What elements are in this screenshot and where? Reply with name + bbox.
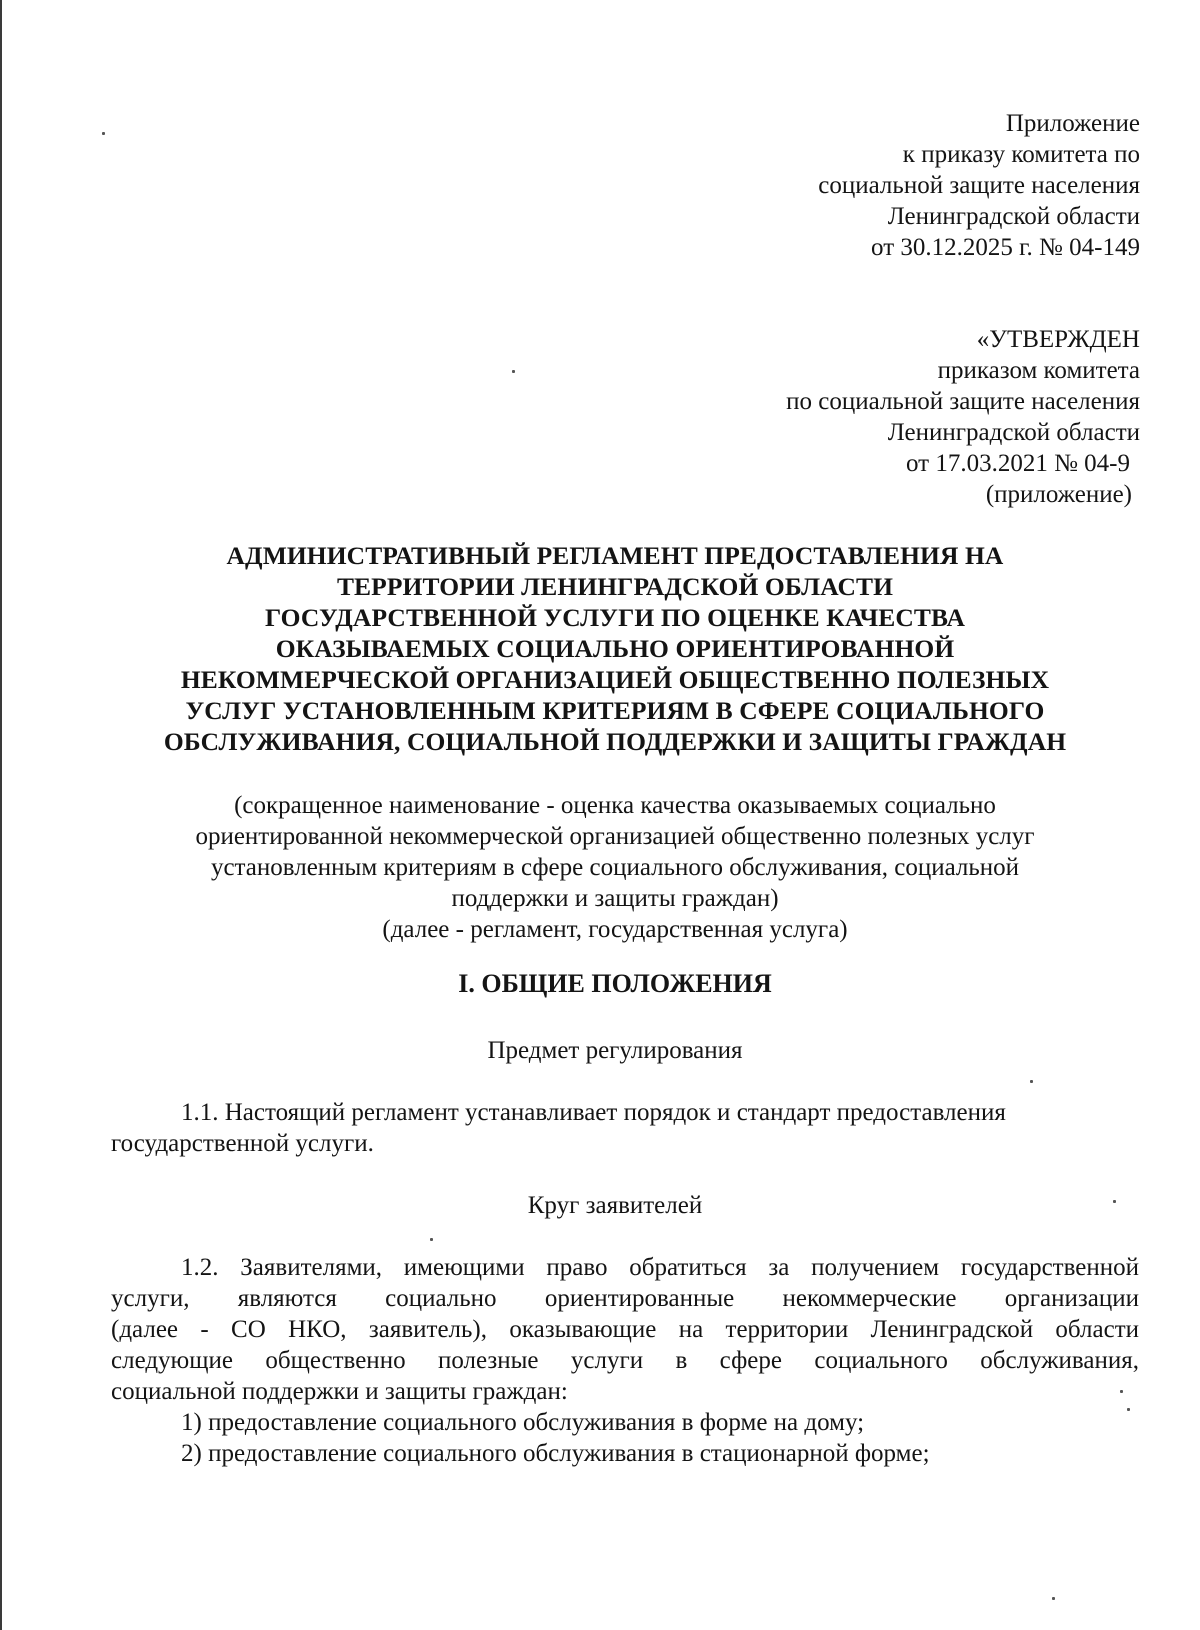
- title-line: УСЛУГ УСТАНОВЛЕННЫМ КРИТЕРИЯМ В СФЕРЕ СОЦИАЛЬНОГО: [185, 696, 1045, 725]
- scan-speck: [1120, 1390, 1123, 1393]
- appendix-block: [818, 108, 1140, 263]
- title-line: АДМИНИСТРАТИВНЫЙ РЕГЛАМЕНТ ПРЕДОСТАВЛЕНИЯ НА: [226, 541, 1004, 570]
- approval-line: по социальной защите населения: [786, 388, 1140, 415]
- scan-speck: [1030, 1080, 1033, 1083]
- paragraph-line: 1.2. Заявителями, имеющими право обратиться за получением государственной: [181, 1254, 1139, 1281]
- appendix-line: от 30.12.2025 г. № 04-149: [871, 234, 1140, 261]
- short-name-line: (сокращенное наименование - оценка качества оказываемых социально: [234, 792, 996, 819]
- appendix-line: к приказу комитета по: [902, 141, 1140, 168]
- paragraph-line: услуги, являются социально ориентированные некоммерческие организации: [111, 1285, 1139, 1312]
- appendix-line: Приложение: [1005, 110, 1140, 137]
- appendix-line: социальной защите населения: [818, 172, 1140, 199]
- list-item: 2) предоставление социального обслуживания в стационарной форме;: [181, 1440, 930, 1467]
- scan-speck: [430, 1238, 433, 1241]
- paragraph-line: (далее - СО НКО, заявитель), оказывающие на территории Ленинградской области: [111, 1316, 1139, 1343]
- paragraph-line: социальной поддержки и защиты граждан:: [111, 1378, 568, 1405]
- approval-line: «УТВЕРЖДЕН: [976, 326, 1140, 353]
- scan-speck: [512, 370, 515, 373]
- approval-block: [786, 324, 1140, 510]
- scan-speck: [1113, 1200, 1116, 1203]
- subheading-regulation-subject: Предмет регулирования: [487, 1037, 743, 1064]
- paragraph-line: следующие общественно полезные услуги в сфере социального обслуживания,: [111, 1347, 1139, 1374]
- short-name-line: поддержки и защиты граждан): [451, 885, 779, 912]
- title-line: ТЕРРИТОРИИ ЛЕНИНГРАДСКОЙ ОБЛАСТИ: [336, 572, 894, 601]
- title-line: ОБСЛУЖИВАНИЯ, СОЦИАЛЬНОЙ ПОДДЕРЖКИ И ЗАЩИТЫ ГРАЖДАН: [163, 727, 1067, 756]
- appendix-line: Ленинградской области: [887, 203, 1140, 230]
- document-title: [100, 540, 1130, 757]
- short-name-line: (далее - регламент, государственная услуга): [382, 916, 848, 943]
- section-heading: I. ОБЩИЕ ПОЛОЖЕНИЯ: [458, 969, 772, 998]
- scan-speck: [1052, 1597, 1055, 1600]
- approval-line: от 17.03.2021 № 04-9: [905, 450, 1130, 477]
- paragraph-line: государственной услуги.: [111, 1130, 374, 1157]
- paragraph-1-2: [111, 1252, 1139, 1469]
- approval-line: приказом комитета: [937, 357, 1140, 384]
- approval-line: (приложение): [985, 481, 1132, 508]
- paragraph-line: 1.1. Настоящий регламент устанавливает порядок и стандарт предоставления: [181, 1099, 1006, 1126]
- short-name-line: установленным критериям в сфере социального обслуживания, социальной: [210, 854, 1020, 881]
- title-line: ГОСУДАРСТВЕННОЙ УСЛУГИ ПО ОЦЕНКЕ КАЧЕСТВА: [264, 603, 966, 632]
- title-line: ОКАЗЫВАЕМЫХ СОЦИАЛЬНО ОРИЕНТИРОВАННОЙ: [275, 634, 955, 663]
- approval-line: Ленинградской области: [887, 419, 1140, 446]
- scan-edge-line: [0, 0, 2, 1630]
- subheading-applicants: Круг заявителей: [527, 1192, 703, 1219]
- short-name-line: ориентированной некоммерческой организацией общественно полезных услуг: [195, 823, 1035, 850]
- title-line: НЕКОММЕРЧЕСКОЙ ОРГАНИЗАЦИЕЙ ОБЩЕСТВЕННО ПОЛЕЗНЫХ: [180, 665, 1050, 694]
- short-name-block: [100, 790, 1130, 945]
- scan-speck: [1127, 1408, 1130, 1411]
- list-item: 1) предоставление социального обслуживания в форме на дому;: [181, 1409, 865, 1436]
- scan-speck: [102, 132, 105, 135]
- paragraph-1-1: [111, 1097, 1139, 1159]
